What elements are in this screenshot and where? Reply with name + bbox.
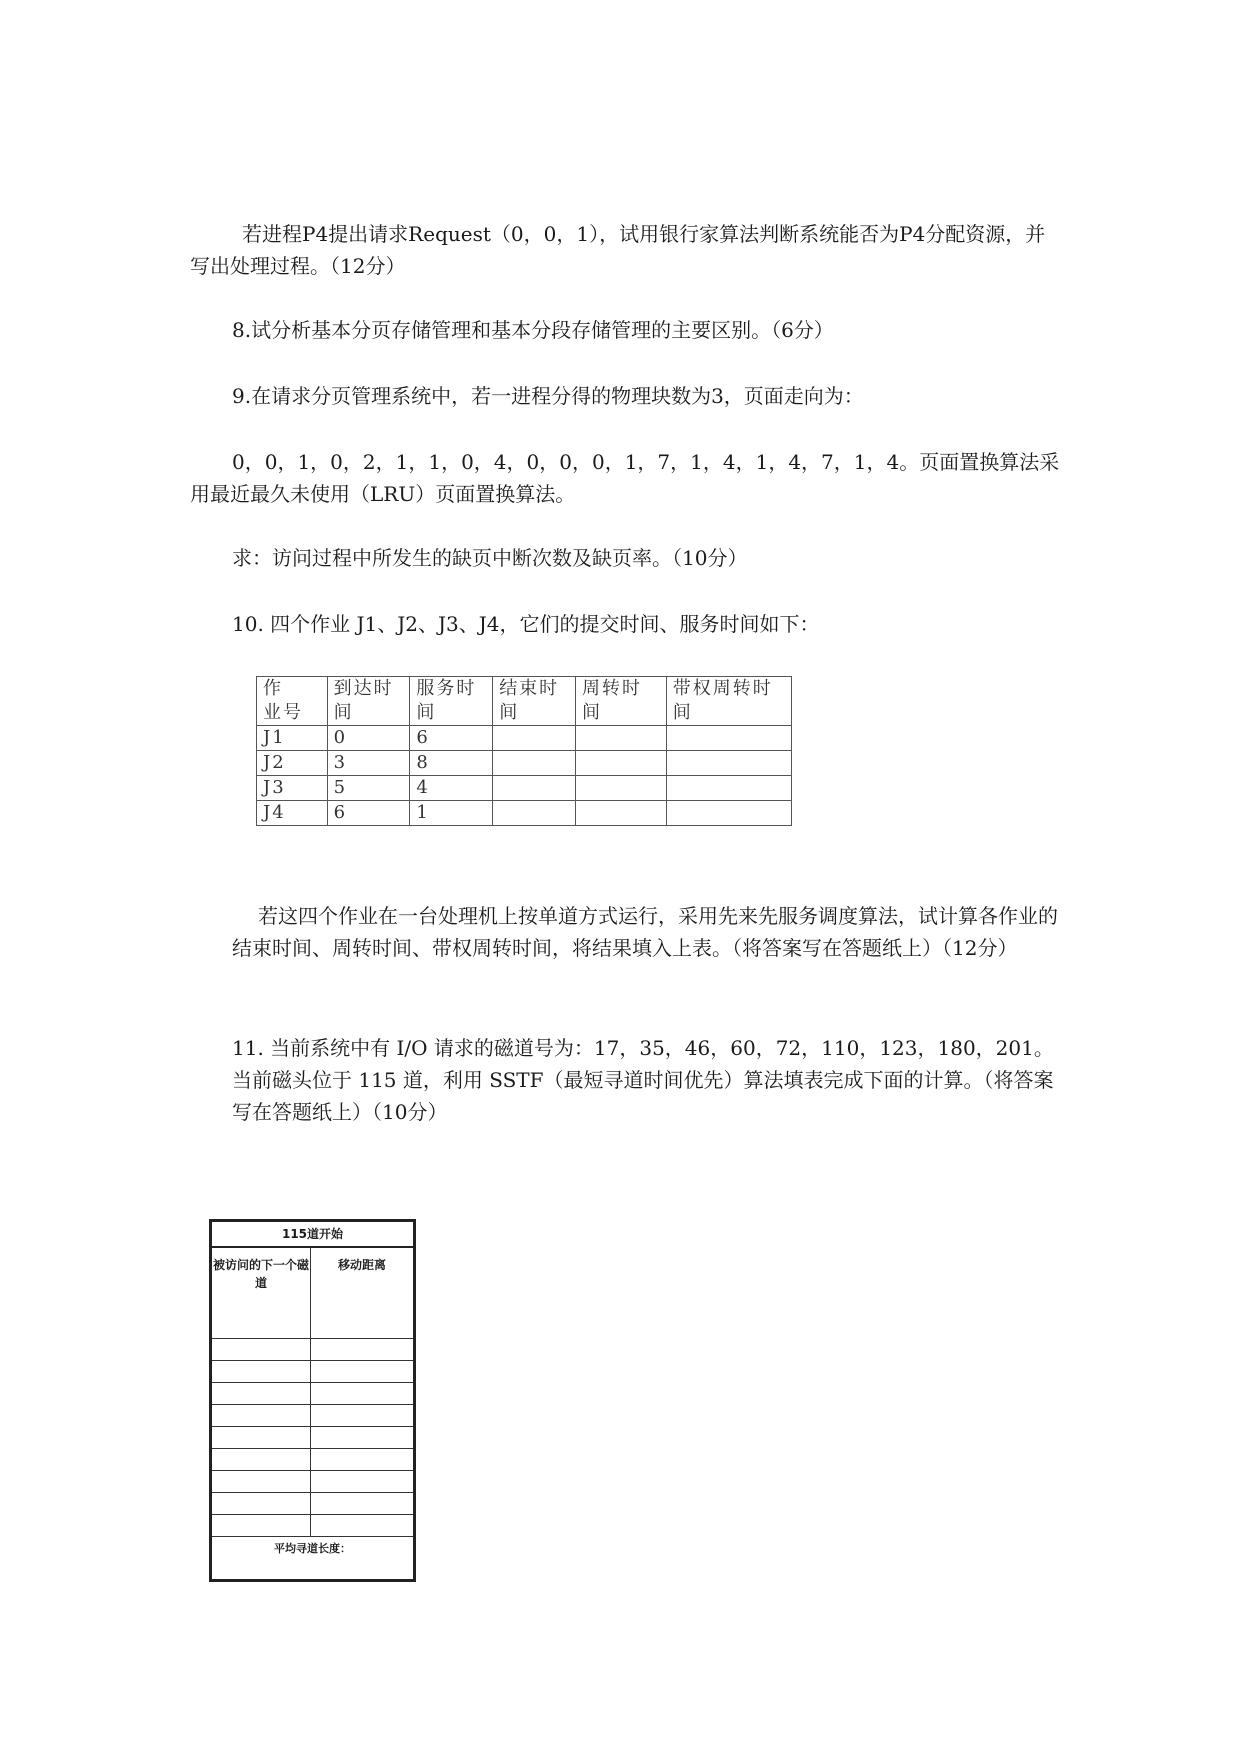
cell-arrival: 5: [327, 776, 410, 801]
header-weighted-turnaround: 带权周转时间: [666, 677, 791, 726]
table-row: [257, 726, 792, 751]
table-row: [212, 1449, 413, 1471]
question-11: 11. 当前系统中有 I/O 请求的磁道号为：17，35，46，60，72，110，123，180，201。当前磁头位于 115 道，利用 SSTF（最短寻道时间优先）算法填表完成下面的计算。（将答案写在答题纸上）（10分）: [232, 1036, 1054, 1124]
cell-turnaround: [575, 726, 666, 751]
table-row: [212, 1383, 413, 1405]
seek-table-footer: 平均寻道长度：: [274, 1542, 351, 1555]
seek-col-move-distance: 移动距离: [337, 1258, 386, 1272]
question-9-intro: 9.在请求分页管理系统中，若一进程分得的物理块数为3，页面走向为：: [232, 384, 864, 408]
header-turnaround: 周转时间: [575, 677, 666, 726]
cell-job: J3: [257, 776, 328, 801]
seek-table-title: 115道开始: [212, 1222, 413, 1248]
cell-turnaround: [575, 776, 666, 801]
cell-finish: [493, 726, 576, 751]
cell-turnaround: [575, 751, 666, 776]
question-10-intro: 10. 四个作业 J1、J2、J3、J4，它们的提交时间、服务时间如下：: [232, 612, 820, 636]
cell-weighted: [666, 726, 791, 751]
table-row: [257, 776, 792, 801]
table-row: [212, 1339, 413, 1361]
cell-service: 4: [410, 776, 493, 801]
cell-arrival: 0: [327, 726, 410, 751]
table-row: [257, 801, 792, 826]
cell-finish: [493, 801, 576, 826]
cell-service: 6: [410, 726, 493, 751]
table-row: [212, 1405, 413, 1427]
cell-weighted: [666, 776, 791, 801]
question-8: 8.试分析基本分页存储管理和基本分段存储管理的主要区别。（6分）: [232, 318, 834, 342]
cell-finish: [493, 776, 576, 801]
job-table-header-row: [257, 677, 792, 726]
table-row: [257, 751, 792, 776]
table-row: [212, 1361, 413, 1383]
table-row: [212, 1515, 413, 1537]
cell-turnaround: [575, 801, 666, 826]
cell-arrival: 3: [327, 751, 410, 776]
q7-continuation: 若进程P4提出请求Request（0，0，1），试用银行家算法判断系统能否为P4分配资源，并写出处理过程。（12分）: [190, 222, 1046, 278]
header-job-id: 作 业号: [257, 677, 328, 726]
cell-job: J1: [257, 726, 328, 751]
table-row: [212, 1471, 413, 1493]
seek-table: [209, 1219, 416, 1582]
cell-service: 8: [410, 751, 493, 776]
question-9-ask: 求：访问过程中所发生的缺页中断次数及缺页率。（10分）: [232, 546, 748, 570]
seek-table-column-headers: [212, 1248, 413, 1339]
cell-weighted: [666, 751, 791, 776]
header-finish: 结束时间: [493, 677, 576, 726]
cell-job: J2: [257, 751, 328, 776]
cell-service: 1: [410, 801, 493, 826]
table-row: [212, 1493, 413, 1515]
cell-job: J4: [257, 801, 328, 826]
job-table: [256, 676, 792, 826]
cell-weighted: [666, 801, 791, 826]
question-9-sequence: 0，0，1，0，2，1，1，0，4，0，0，0，1，7，1，4，1，4，7，1，4。页面置换算法采用最近最久未使用（LRU）页面置换算法。: [190, 450, 1060, 506]
question-10-task: 若这四个作业在一台处理机上按单道方式运行，采用先来先服务调度算法，试计算各作业的结束时间、周转时间、带权周转时间，将结果填入上表。（将答案写在答题纸上）（12分）: [232, 904, 1058, 960]
header-service: 服务时间: [410, 677, 493, 726]
header-arrival: 到达时间: [327, 677, 410, 726]
cell-arrival: 6: [327, 801, 410, 826]
cell-finish: [493, 751, 576, 776]
table-row: [212, 1427, 413, 1449]
seek-col-next-track: 被访问的下一个磁道: [212, 1248, 311, 1338]
